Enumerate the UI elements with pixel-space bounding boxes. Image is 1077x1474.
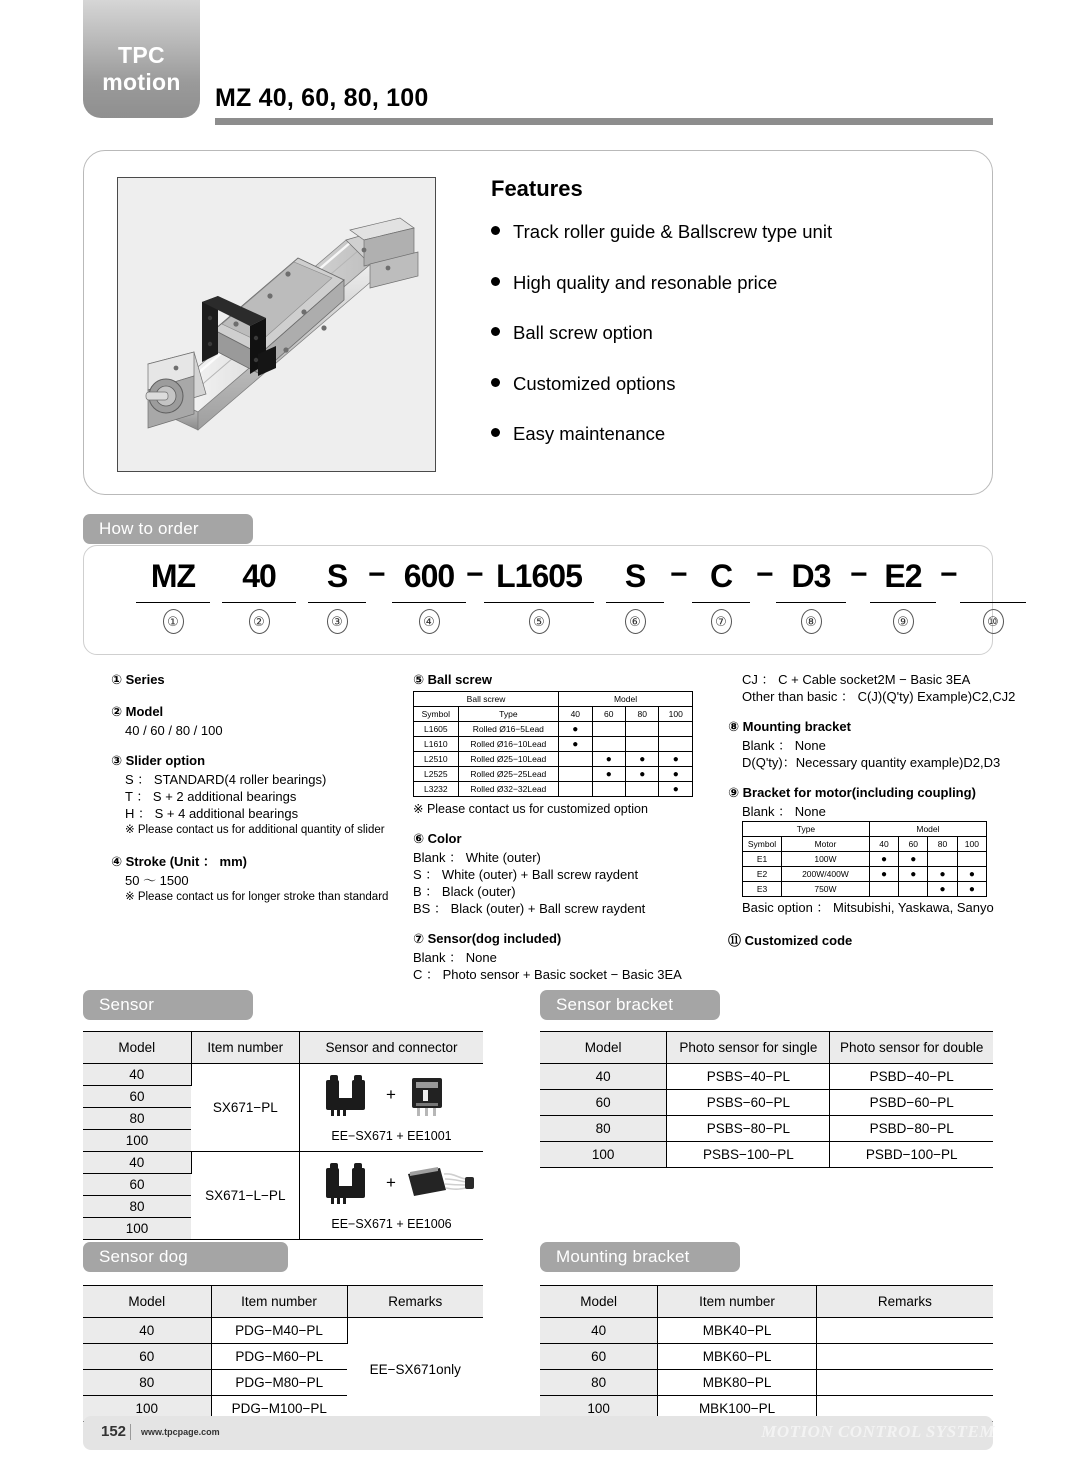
availability-dot: ● [559,737,592,752]
remarks-cell: PSBD−80−PL [830,1116,993,1142]
table-header-row [743,837,987,852]
col-model-80: 80 [626,707,659,722]
feature-item [491,373,961,395]
feature-item [491,423,961,445]
col-item-number: Item number [191,1032,299,1064]
ballscrew-table [413,691,693,797]
sensor-image-caption: EE−SX671 + EE1001 [331,1129,452,1143]
features-list [491,221,961,474]
table-row [540,1116,993,1142]
sensor-c: C ： Photo sensor + Basic socket − Basic 3EA [413,967,682,982]
availability-dot: ● [928,882,957,897]
item-number-cell: SX671−L−PL [191,1152,299,1240]
type-cell: Rolled Ø32−32Lead [458,782,558,797]
order-code-segment-4 [392,556,466,634]
availability-empty [659,722,693,737]
remarks-cell: EE−SX671only [347,1318,483,1422]
mounting-d: D(Q'ty)：Necessary quantity example)D2,D3 [742,755,1001,770]
col-photo-double: Photo sensor for double [830,1032,993,1064]
mounting-bracket-body [540,1318,993,1422]
symbol-cell: L3232 [414,782,459,797]
model-cell: 60 [83,1344,211,1370]
order-code-index: ⑤ [529,609,550,634]
item-number-cell: PSBS−60−PL [667,1090,830,1116]
availability-dot: ● [626,767,659,782]
availability-empty [626,722,659,737]
model-cell: 100 [83,1130,191,1152]
bullet-icon [491,378,500,387]
availability-dot: ● [592,752,625,767]
ballscrew-note: ※ Please contact us for customized option [413,802,648,816]
sensor-cj: CJ ： C + Cable socket2M − Basic 3EA [742,672,971,687]
order-code-dash: − [850,558,868,591]
order-code-value: S [624,558,646,594]
symbol-cell: E2 [743,867,782,882]
type-cell: 750W [782,882,870,897]
table-row [743,867,987,882]
order-code-index: ④ [419,609,440,634]
item-number-cell: MBK40−PL [658,1318,817,1344]
order-code-dash: − [940,558,958,591]
sensor-bracket-body [540,1064,993,1168]
feature-text: Easy maintenance [513,423,666,444]
table-row [540,1142,993,1168]
mounting-bracket-table [540,1285,993,1422]
col-model-40: 40 [559,707,592,722]
col-item-number: Item number [211,1286,347,1318]
color-bs: BS ： Black (outer) + Ball screw raydent [413,901,646,916]
table-row [540,1318,993,1344]
sensor-dog-table-wrap [83,1285,483,1422]
item-number-cell: MBK100−PL [658,1396,817,1422]
order-code-value: D3 [791,558,831,594]
spec-slider-t: T ： S + 2 additional bearings [125,789,297,804]
order-code-dash: − [466,558,484,591]
sensor-other: Other than basic ： C(J)(Q'ty) Example)C2,CJ2 [742,689,1016,704]
order-code-index: ② [249,609,270,634]
order-code-rule [222,598,296,603]
type-cell: 100W [782,852,870,867]
order-code-segment-3 [308,556,366,634]
spec-model-title: ② Model [111,704,164,719]
type-cell: Rolled Ø25−25Lead [458,767,558,782]
model-cell: 60 [83,1086,191,1108]
col-remarks: Remarks [816,1286,993,1318]
page-number: 152 [101,1423,127,1440]
order-code-value [960,556,1026,598]
availability-empty [626,782,659,797]
table-row [83,1064,483,1086]
sensor-image-caption: EE−SX671 + EE1006 [331,1217,452,1231]
symbol-cell: L2525 [414,767,459,782]
availability-empty [626,737,659,752]
feature-text: Customized options [513,372,676,394]
model-cell: 80 [83,1196,191,1218]
type-cell: Rolled Ø25−10Lead [458,752,558,767]
feature-text: Ball screw option [513,322,653,343]
order-code-value: MZ [150,558,196,594]
product-photo [117,177,436,472]
model-cell: 100 [83,1396,211,1422]
order-code-value: L1605 [496,558,582,594]
symbol-cell: L1610 [414,737,459,752]
order-code-segment-9 [870,556,936,634]
availability-empty [559,752,592,767]
order-code-row [136,556,999,648]
col-motor: Motor [782,837,870,852]
footer-website: www.tpcpage.com [141,1427,220,1437]
sensor-dog-table [83,1285,483,1422]
spec-stroke-range: 50 〜 1500 [125,873,189,888]
availability-dot: ● [928,867,957,882]
motorbracket-blank: Blank ： None [742,804,826,819]
availability-empty [928,852,957,867]
item-number-cell: PSBS−100−PL [667,1142,830,1168]
table-header-row [540,1286,993,1318]
order-code-index: ⑧ [801,609,822,634]
feature-item [491,221,961,243]
spec-ballscrew-title: ⑤ Ball screw [413,672,492,687]
table-row [414,782,693,797]
availability-empty [592,737,625,752]
item-number-cell: MBK60−PL [658,1344,817,1370]
symbol-cell: E1 [743,852,782,867]
model-cell: 60 [83,1174,191,1196]
page-header [0,0,1077,140]
bullet-icon [491,327,500,336]
spec-slider-note: ※ Please contact us for additional quantity of slider [125,824,385,836]
availability-dot: ● [899,852,928,867]
order-code-rule [484,598,594,603]
col-model-60: 60 [592,707,625,722]
order-code-segment-10 [960,556,1026,634]
mounting-blank: Blank ： None [742,738,826,753]
item-number-cell: PDG−M100−PL [231,1401,327,1416]
table-row [743,882,987,897]
col-model: Model [83,1286,211,1318]
page-title: MZ 40, 60, 80, 100 [215,84,429,112]
order-code-rule [776,598,846,603]
model-cell: 80 [83,1108,191,1130]
order-code-segment-2 [222,556,296,634]
spec-slider-title: ③ Slider option [111,753,206,768]
spec-customized-title: ⑪ Customized code [728,933,853,948]
table-row [540,1090,993,1116]
availability-empty [559,782,592,797]
availability-empty [559,767,592,782]
col-model-60: 60 [899,837,928,852]
availability-dot: ● [869,867,898,882]
model-cell: 40 [540,1064,667,1090]
sensor-dog-heading: Sensor dog [83,1242,288,1272]
motor-table-body [743,852,987,897]
order-code-index: ① [163,609,184,634]
sensor-table [83,1031,483,1240]
spec-sensor-title: ⑦ Sensor(dog included) [413,931,562,946]
symbol-cell: E3 [743,882,782,897]
how-to-order-heading: How to order [83,514,253,544]
col-model: Model [540,1032,667,1064]
col-sensor-connector: Sensor and connector [299,1032,483,1064]
table-row [540,1370,993,1396]
availability-empty [899,882,928,897]
photo-sensor-and-socket-icon [304,1072,479,1124]
table-row [414,737,693,752]
table-row [414,767,693,782]
sensor-bracket-table-wrap [540,1031,993,1168]
type-group-label: Type [743,822,870,837]
availability-dot: ● [659,767,693,782]
page-footer [83,1416,993,1450]
sensor-table-wrap [83,1031,483,1240]
availability-empty [659,737,693,752]
table-row [540,1344,993,1370]
availability-dot: ● [869,852,898,867]
sensor-bracket-table [540,1031,993,1168]
col-symbol: Symbol [414,707,459,722]
remarks-cell: PSBD−40−PL [830,1064,993,1090]
model-cell: 100 [540,1396,658,1422]
col-model-100: 100 [659,707,693,722]
model-cell: 80 [540,1370,658,1396]
order-code-index: ⑨ [893,609,914,634]
photo-sensor-and-cable-icon [304,1160,479,1212]
availability-dot: ● [957,882,986,897]
col-model-100: 100 [957,837,986,852]
logo-line-1: TPC [118,42,165,68]
order-code-dash: − [670,558,688,591]
model-cell: 60 [540,1090,667,1116]
col-type: Type [458,707,558,722]
spec-stroke-title: ④ Stroke (Unit ： mm) [111,854,247,869]
type-cell: 200W/400W [782,867,870,882]
features-heading: Features [491,176,583,201]
spec-series-title: ① Series [111,672,165,687]
table-header-row [540,1032,993,1064]
color-b: B ： Black (outer) [413,884,516,899]
availability-dot: ● [659,752,693,767]
availability-dot: ● [626,752,659,767]
order-code-index: ⑩ [983,609,1004,634]
type-cell: Rolled Ø16−5Lead [458,722,558,737]
table-header-row [83,1032,483,1064]
availability-empty [957,852,986,867]
table-row [540,1064,993,1090]
spec-mounting-title: ⑧ Mounting bracket [728,719,851,734]
order-code-rule [960,598,1026,603]
bullet-icon [491,277,500,286]
availability-empty [592,782,625,797]
table-header-row [83,1286,483,1318]
remarks-cell [816,1318,993,1344]
item-number-cell: PSBS−40−PL [667,1064,830,1090]
footer-tagline: MOTION CONTROL SYSTEM [761,1422,995,1441]
order-code-rule [392,598,466,603]
sensor-image-cell [299,1152,483,1240]
sensor-bracket-heading: Sensor bracket [540,990,720,1020]
model-cell: 60 [540,1344,658,1370]
sensor-heading: Sensor [83,990,253,1020]
order-code-index: ⑦ [711,609,732,634]
mounting-bracket-table-wrap [540,1285,993,1422]
spec-model-values: 40 / 60 / 80 / 100 [125,723,223,738]
motorbracket-basic-option: Basic option ： Mitsubishi, Yaskawa, Sanyo [742,900,994,915]
order-code-segment-7 [692,556,750,634]
logo-line-2: motion [102,69,181,96]
order-code-panel [83,545,999,655]
order-code-value: C [709,558,733,594]
title-underline-rule [215,118,993,125]
order-code-index: ⑥ [625,609,646,634]
features-panel [83,150,993,495]
type-cell: Rolled Ø16−10Lead [458,737,558,752]
model-cell: 100 [540,1142,667,1168]
col-model: Model [83,1032,191,1064]
remarks-cell [816,1370,993,1396]
order-code-value: 600 [403,558,455,594]
mounting-bracket-heading: Mounting bracket [540,1242,740,1272]
order-code-rule [606,598,664,603]
col-model: Model [540,1286,658,1318]
model-cell: 80 [540,1116,667,1142]
item-number-cell: PDG−M40−PL [211,1318,347,1344]
spec-motorbracket-title: ⑨ Bracket for motor(including coupling) [728,785,976,800]
bullet-icon [491,428,500,437]
svg-text:+: + [385,1085,396,1104]
table-group-header-row [743,822,987,837]
table-row [83,1152,483,1174]
order-code-rule [308,598,366,603]
col-model-40: 40 [869,837,898,852]
availability-empty [869,882,898,897]
model-group-label: Model [559,692,693,707]
tpc-motion-logo [83,0,200,118]
specification-columns [83,672,1016,982]
col-remarks: Remarks [347,1286,483,1318]
col-item-number: Item number [658,1286,817,1318]
ballscrew-group-label: Ball screw [414,692,559,707]
table-group-header-row [414,692,693,707]
feature-text: High quality and resonable price [513,271,778,293]
feature-item [491,322,961,344]
spec-column-3 [728,672,1018,952]
ballscrew-table-body [414,722,693,797]
model-cell: 40 [83,1064,191,1086]
availability-dot: ● [957,867,986,882]
model-group-label: Model [869,822,986,837]
order-code-segment-6 [606,556,664,634]
motor-bracket-table [742,821,987,897]
availability-dot: ● [899,867,928,882]
symbol-cell: L1605 [414,722,459,737]
order-code-segment-5 [484,556,594,634]
item-number-cell: PDG−M80−PL [211,1370,347,1396]
order-code-dash: − [756,558,774,591]
availability-dot: ● [592,767,625,782]
svg-text:+: + [385,1173,396,1192]
feature-text: Track roller guide & Ballscrew type unit [513,221,833,242]
col-symbol: Symbol [743,837,782,852]
table-row [414,722,693,737]
col-photo-single: Photo sensor for single [667,1032,830,1064]
order-code-index: ③ [327,609,348,634]
spec-column-1 [111,672,411,905]
spec-column-2 [413,672,693,984]
order-code-rule [692,598,750,603]
table-row [414,752,693,767]
item-number-cell: PDG−M60−PL [211,1344,347,1370]
feature-item [491,272,961,294]
model-cell: 80 [83,1370,211,1396]
table-row [743,852,987,867]
col-model-80: 80 [928,837,957,852]
symbol-cell: L2510 [414,752,459,767]
availability-dot: ● [659,782,693,797]
order-code-value: E2 [884,558,922,594]
model-cell: 40 [83,1152,191,1174]
color-blank: Blank ： White (outer) [413,850,541,865]
table-row [83,1318,483,1344]
color-s: S ： White (outer) + Ball screw raydent [413,867,639,882]
order-code-value: S [326,558,348,594]
footer-divider [130,1424,131,1440]
bullet-icon [491,226,500,235]
spec-stroke-note: ※ Please contact us for longer stroke than standard [125,891,389,903]
sensor-image-cell [299,1064,483,1152]
order-code-rule [136,598,210,603]
order-code-segment-1 [136,556,210,634]
table-header-row [414,707,693,722]
linear-actuator-illustration [118,178,435,471]
model-cell: 40 [83,1318,211,1344]
availability-dot: ● [559,722,592,737]
item-number-cell: MBK80−PL [658,1370,817,1396]
order-code-segment-8 [776,556,846,634]
item-number-cell: PSBS−80−PL [667,1116,830,1142]
model-cell: 100 [83,1218,191,1240]
availability-empty [592,722,625,737]
spec-slider-s: S ： STANDARD(4 roller bearings) [125,772,327,787]
spec-color-title: ⑥ Color [413,831,462,846]
order-code-rule [870,598,936,603]
sensor-blank: Blank ： None [413,950,497,965]
model-cell: 40 [540,1318,658,1344]
order-code-dash: − [368,558,386,591]
item-number-cell: SX671−PL [191,1064,299,1152]
remarks-cell [816,1344,993,1370]
remarks-cell: PSBD−100−PL [865,1147,958,1162]
remarks-cell: PSBD−60−PL [830,1090,993,1116]
order-code-value: 40 [242,558,276,594]
spec-slider-h: H ： S + 4 additional bearings [125,806,299,821]
